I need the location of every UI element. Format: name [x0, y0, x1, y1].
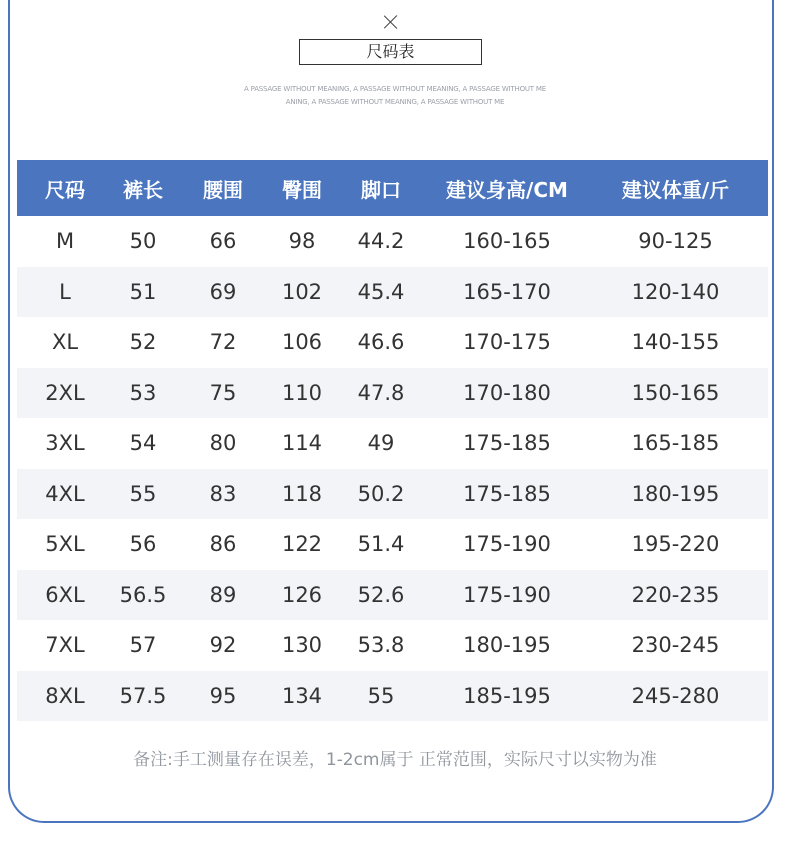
- note-text: 备注:手工测量存在误差，1-2cm属于 正常范围，实际尺寸以实物为准: [133, 750, 657, 770]
- cell-waist: 83: [209, 481, 237, 506]
- cell-size: 2XL: [45, 380, 85, 405]
- cell-height: 180-195: [463, 633, 551, 658]
- cell-hip: 98: [288, 229, 316, 254]
- header-cell-weight: 建议体重/斤: [621, 177, 730, 202]
- table-row: [17, 418, 768, 469]
- cell-weight: 165-185: [631, 431, 720, 456]
- cell-waist: 72: [209, 330, 237, 355]
- cell-hem: 45.4: [357, 279, 405, 304]
- cell-weight: 220-235: [631, 582, 720, 607]
- cell-size: 7XL: [45, 633, 85, 658]
- cell-height: 175-185: [463, 481, 551, 506]
- cell-height: 175-190: [463, 582, 551, 607]
- cell-waist: 92: [209, 633, 237, 658]
- table-row: [17, 368, 768, 419]
- cell-weight: 195-220: [631, 532, 720, 557]
- header-cell-hem: 脚口: [361, 177, 401, 202]
- cell-waist: 95: [209, 683, 237, 708]
- cell-weight: 140-155: [631, 330, 720, 355]
- cell-length: 53: [129, 380, 157, 405]
- cell-waist: 89: [209, 582, 237, 607]
- table-row: [17, 216, 768, 267]
- cell-length: 55: [129, 481, 157, 506]
- cell-waist: 66: [209, 229, 237, 254]
- cell-height: 160-165: [463, 229, 551, 254]
- cell-length: 56: [129, 532, 157, 557]
- cell-waist: 75: [209, 380, 237, 405]
- table-row: [17, 317, 768, 368]
- cell-hip: 118: [281, 481, 323, 506]
- table-row: [17, 267, 768, 318]
- cell-length: 50: [129, 229, 157, 254]
- close-icon[interactable]: [383, 14, 399, 30]
- cell-weight: 180-195: [631, 481, 720, 506]
- cell-hem: 52.6: [357, 582, 405, 607]
- cell-length: 51: [129, 279, 157, 304]
- cell-height: 175-185: [463, 431, 551, 456]
- cell-hem: 53.8: [357, 633, 405, 658]
- cell-height: 165-170: [463, 279, 551, 304]
- page-title: 尺码表: [299, 39, 482, 65]
- cell-hem: 46.6: [357, 330, 405, 355]
- cell-size: M: [55, 229, 75, 254]
- cell-hip: 122: [281, 532, 323, 557]
- header-cell-length: 裤长: [123, 177, 163, 202]
- cell-weight: 230-245: [631, 633, 720, 658]
- header-cell-height: 建议身高/CM: [446, 177, 568, 202]
- cell-length: 52: [129, 330, 157, 355]
- table-row: [17, 469, 768, 520]
- cell-length: 56.5: [119, 582, 167, 607]
- cell-hip: 134: [281, 683, 323, 708]
- cell-hip: 114: [281, 431, 323, 456]
- table-row: [17, 570, 768, 621]
- cell-waist: 86: [209, 532, 237, 557]
- cell-length: 57.5: [119, 683, 167, 708]
- table-row: [17, 620, 768, 671]
- cell-height: 185-195: [463, 683, 551, 708]
- cell-size: 5XL: [45, 532, 85, 557]
- table-header-row: [17, 160, 768, 216]
- cell-hip: 102: [281, 279, 323, 304]
- cell-size: XL: [51, 330, 79, 355]
- cell-size: 3XL: [45, 431, 85, 456]
- header-cell-hip: 臀围: [282, 177, 322, 202]
- cell-hip: 110: [281, 380, 323, 405]
- cell-height: 170-175: [463, 330, 551, 355]
- cell-hem: 44.2: [357, 229, 405, 254]
- table-row: [17, 671, 768, 722]
- cell-hip: 130: [281, 633, 323, 658]
- table-row: [17, 519, 768, 570]
- cell-size: 6XL: [45, 582, 85, 607]
- size-table: [17, 160, 768, 721]
- passage-line-2: ANING, A PASSAGE WITHOUT MEANING, A PASSAGE WITHOUT ME: [285, 98, 505, 106]
- cell-size: 4XL: [45, 481, 85, 506]
- cell-length: 54: [129, 431, 157, 456]
- cell-size: L: [59, 279, 71, 304]
- header-cell-size: 尺码: [45, 177, 85, 202]
- cell-hem: 47.8: [357, 380, 405, 405]
- cell-hip: 106: [281, 330, 323, 355]
- cell-height: 175-190: [463, 532, 551, 557]
- cell-hem: 50.2: [357, 481, 405, 506]
- cell-weight: 90-125: [638, 229, 713, 254]
- cell-hem: 51.4: [357, 532, 405, 557]
- cell-size: 8XL: [45, 683, 85, 708]
- passage-line-1: A PASSAGE WITHOUT MEANING, A PASSAGE WITHOUT MEANING, A PASSAGE WITHOUT ME: [244, 85, 546, 93]
- cell-hem: 49: [367, 431, 395, 456]
- cell-hip: 126: [281, 582, 323, 607]
- table-body: [17, 216, 768, 721]
- cell-weight: 150-165: [631, 380, 720, 405]
- cell-hem: 55: [367, 683, 395, 708]
- cell-waist: 69: [209, 279, 237, 304]
- cell-weight: 120-140: [631, 279, 720, 304]
- header-cell-waist: 腰围: [203, 177, 243, 202]
- cell-weight: 245-280: [631, 683, 720, 708]
- cell-waist: 80: [209, 431, 237, 456]
- cell-length: 57: [129, 633, 157, 658]
- cell-height: 170-180: [463, 380, 551, 405]
